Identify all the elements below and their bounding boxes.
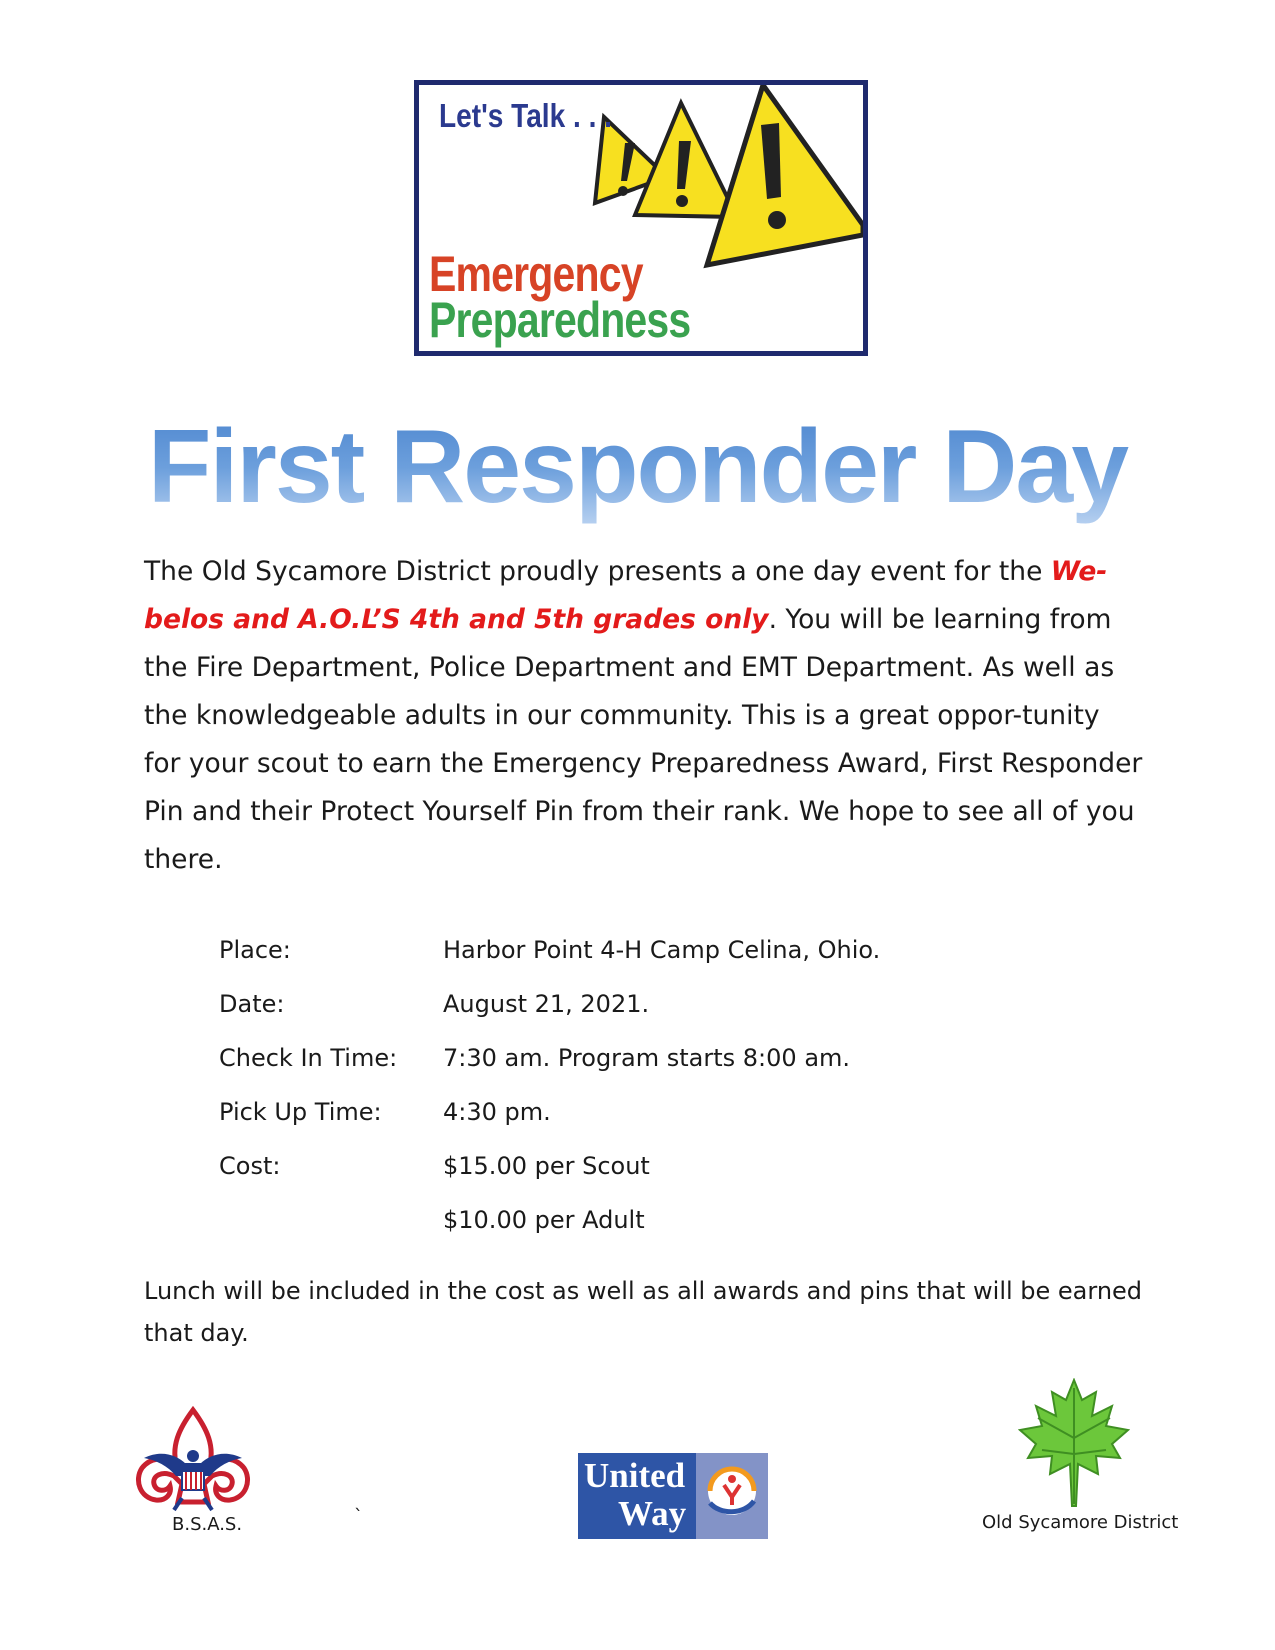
detail-value: 7:30 am. Program starts 8:00 am. xyxy=(443,1044,851,1072)
detail-label: Place: xyxy=(219,936,291,964)
detail-label: Check In Time: xyxy=(219,1044,398,1072)
lunch-note: Lunch will be included in the cost as well as all awards and pins that will be earned that day. xyxy=(144,1277,1143,1347)
tick-mark: ` xyxy=(354,1506,363,1527)
united-way-logo xyxy=(578,1453,768,1539)
detail-row-cost-adult xyxy=(219,1206,1019,1260)
detail-row-pick-up xyxy=(219,1098,1019,1152)
intro-text-end: . You will be learning from the Fire Department, Police Department and EMT Department. As well as the knowledgeable adults in our community. This is a great oppor-tunity for your scout to earn the Emergency Preparedness Award, First Responder Pin and their Protect Yourself Pin from their rank. We hope to see all of you there. xyxy=(144,604,1143,875)
event-details xyxy=(219,936,1019,1260)
detail-row-check-in xyxy=(219,1044,1019,1098)
detail-label xyxy=(219,1206,443,1260)
detail-value: $15.00 per Scout xyxy=(443,1152,650,1180)
way-text: Way xyxy=(618,1494,687,1533)
detail-value: $10.00 per Adult xyxy=(443,1206,645,1234)
preparedness-text: Preparedness xyxy=(429,292,691,348)
lets-talk-text: Let's Talk . . . xyxy=(439,97,612,134)
detail-row-date xyxy=(219,990,1019,1044)
district-caption: Old Sycamore District xyxy=(982,1512,1179,1533)
intro-text-start: The Old Sycamore District proudly presents a one day event for the xyxy=(144,556,1051,587)
detail-label: Date: xyxy=(219,990,285,1018)
detail-value: Harbor Point 4-H Camp Celina, Ohio. xyxy=(443,936,881,964)
detail-label: Cost: xyxy=(219,1152,281,1180)
page-title: First Responder Day xyxy=(0,408,1275,527)
bsas-caption: B.S.A.S. xyxy=(172,1514,243,1535)
bsa-fleur-de-lis-logo xyxy=(126,1406,260,1516)
maple-leaf-icon xyxy=(1018,1378,1130,1508)
detail-value: August 21, 2021. xyxy=(443,990,650,1018)
detail-row-place xyxy=(219,936,1019,990)
intro-highlight: We-belos and A.O.L’S 4th and 5th grades only xyxy=(144,556,1108,635)
detail-label: Pick Up Time: xyxy=(219,1098,382,1126)
emergency-preparedness-logo xyxy=(414,80,868,356)
detail-value: 4:30 pm. xyxy=(443,1098,551,1126)
united-way-hand-icon xyxy=(696,1453,768,1539)
united-text: United xyxy=(584,1456,686,1495)
detail-row-cost-scout xyxy=(219,1152,1019,1206)
emergency-text: Emergency xyxy=(429,246,643,302)
intro-paragraph xyxy=(144,548,1144,884)
united-way-wordmark xyxy=(584,1457,686,1533)
